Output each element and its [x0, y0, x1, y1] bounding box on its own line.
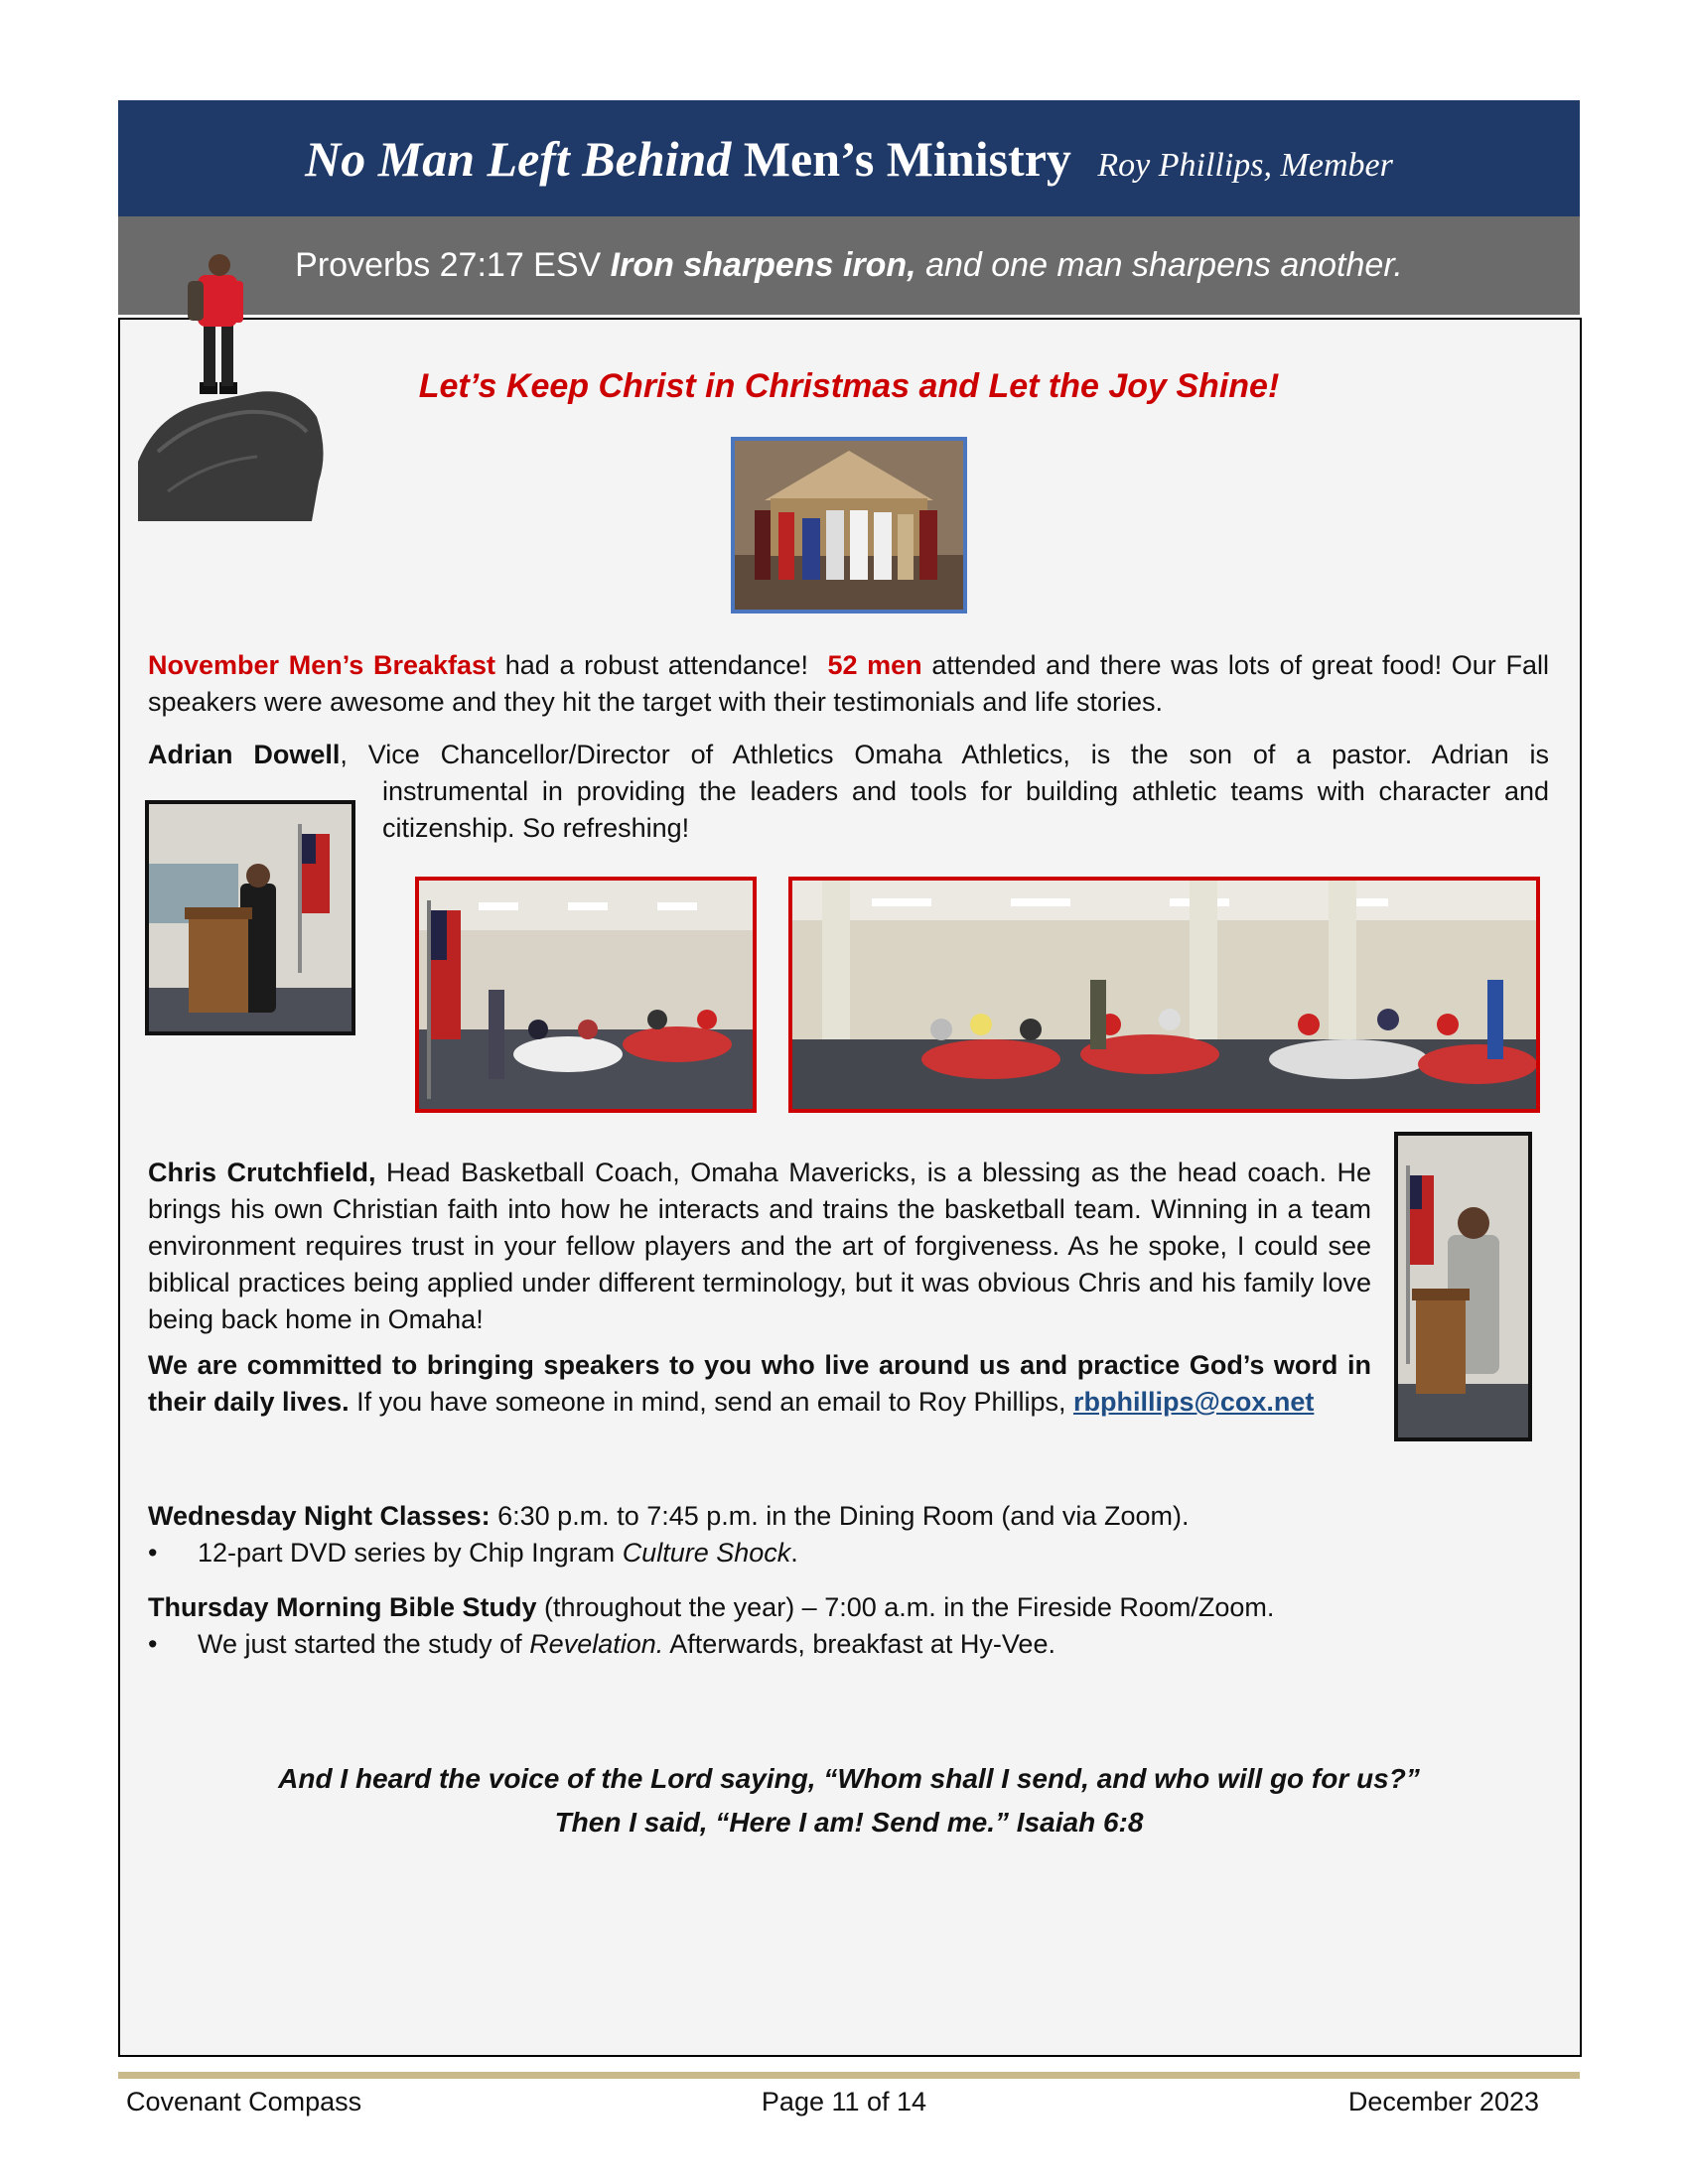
verse-rest: and one man sharpens another. [925, 246, 1403, 284]
chris-crutchfield-photo [1394, 1132, 1532, 1441]
footer-date: December 2023 [1347, 2087, 1539, 2116]
dvd-series-title: Culture Shock [622, 1538, 791, 1568]
wednesday-section [148, 1498, 1549, 1571]
nativity-photo [731, 437, 967, 614]
closing-quote [118, 1757, 1580, 1844]
verse-bar [118, 216, 1580, 315]
title-italic: No Man Left Behind [305, 130, 732, 187]
footer-publication: Covenant Compass [126, 2087, 362, 2116]
thursday-list [148, 1626, 1549, 1663]
breakfast-text-1: had a robust attendance! [504, 650, 809, 680]
title-rest: Men’s Ministry [743, 130, 1071, 187]
verse-bold: Iron sharpens iron, [610, 246, 916, 284]
page-title [305, 130, 1393, 188]
list-item: • 12-part DVD series by Chip Ingram Culture Shock. [148, 1535, 1549, 1571]
breakfast-text-2: attended and there was lots of great food! Our Fall speakers were awesome and they hit the target with their testimonials and life stories. [148, 650, 1549, 717]
breakfast-room-photo-1 [415, 877, 757, 1113]
wednesday-text: 6:30 p.m. to 7:45 p.m. in the Dining Room (and via Zoom). [497, 1501, 1190, 1531]
footer-page-number: Page 11 of 14 [761, 2087, 927, 2116]
adrian-dowell-photo [145, 800, 355, 1035]
email-link[interactable]: rbphillips@cox.net [1073, 1387, 1315, 1417]
quote-line-2: Then I said, “Here I am! Send me.” Isaiah 6:8 [554, 1807, 1144, 1838]
chris-text: Head Basketball Coach, Omaha Mavericks, is a blessing as the head coach. He brings his own Christian faith into how he interacts and trains the basketball team. Winning in a team environment requires trust in your fellow players and the art of forgiveness. As he spoke, I could see biblical practices being applied under different terminology, but it was obvious Chris and his family love being back home in Omaha! [148, 1158, 1371, 1334]
thursday-text: (throughout the year) – 7:00 a.m. in the Fireside Room/Zoom. [544, 1592, 1275, 1622]
breakfast-paragraph [148, 647, 1549, 721]
commitment-bold: We are committed to bringing speakers to you who live around us and practice God’s word in their daily lives. [148, 1350, 1371, 1417]
breakfast-room-photo-2 [788, 877, 1540, 1113]
wednesday-label: Wednesday Night Classes: [148, 1501, 491, 1531]
byline: Roy Phillips, Member [1097, 146, 1393, 184]
verse-ref: Proverbs 27:17 ESV [295, 246, 602, 284]
thursday-section [148, 1589, 1549, 1663]
thursday-line [148, 1589, 1549, 1626]
adrian-paragraph: instrumental in providing the leaders and tools for building athletic teams with character and citizenship. So refreshing! [382, 776, 1549, 843]
wednesday-line [148, 1498, 1549, 1535]
adrian-line1: , Vice Chancellor/Director of Athletics Omaha Athletics, is the son of a pastor. Adrian is [340, 740, 1549, 769]
adrian-name: Adrian Dowell [148, 740, 341, 769]
study-book-title: Revelation. [529, 1629, 664, 1659]
attendance-count: 52 men [827, 650, 922, 680]
wednesday-list [148, 1535, 1549, 1571]
footer-rule [118, 2072, 1580, 2079]
adrian-intro-line [148, 737, 1549, 773]
quote-line-1: And I heard the voice of the Lord saying, “Whom shall I send, and who will go for us?” [278, 1763, 1420, 1794]
breakfast-lead: November Men’s Breakfast [148, 650, 496, 680]
list-item: • We just started the study of Revelation. Afterwards, breakfast at Hy-Vee. [148, 1626, 1549, 1663]
chris-paragraph [148, 1155, 1371, 1338]
commitment-paragraph [148, 1347, 1371, 1421]
chris-name: Chris Crutchfield, [148, 1158, 376, 1187]
commitment-text: If you have someone in mind, send an email to Roy Phillips, [356, 1387, 1066, 1417]
page-header [118, 100, 1580, 216]
thursday-label: Thursday Morning Bible Study [148, 1592, 537, 1622]
christmas-heading: Let’s Keep Christ in Christmas and Let the Joy Shine! [418, 367, 1280, 405]
